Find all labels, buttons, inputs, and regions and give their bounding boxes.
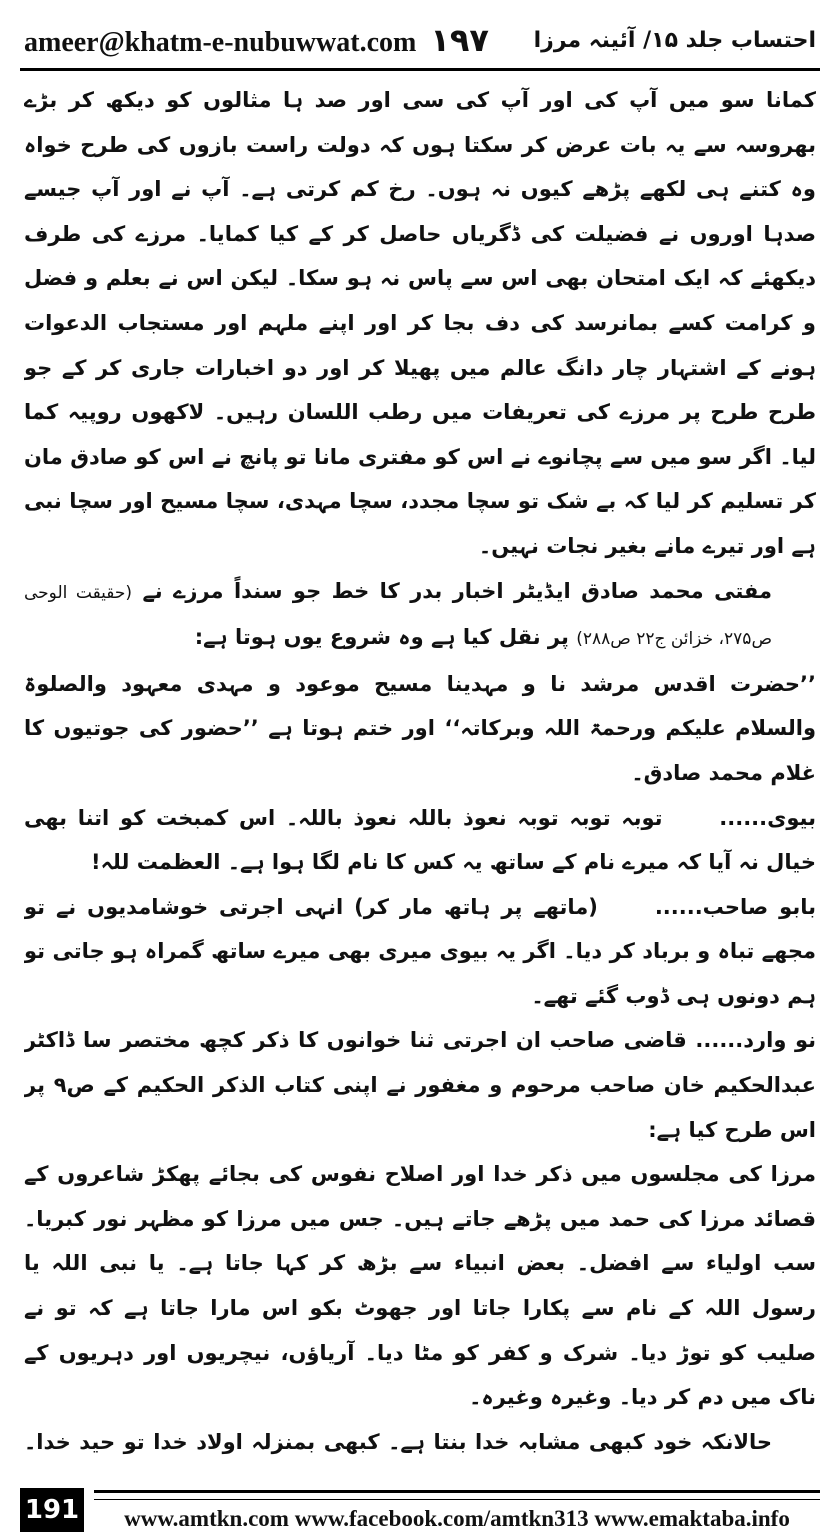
dialogue-text: (ماتھے پر ہاتھ مار کر) انہی اجرتی خوشامدیوں نے تو مجھے تباہ و برباد کر دیا۔ اگر یہ بیوی میری بھی میرے ساتھ گمراہ ہو جاتی تو ہم دونوں ہی ڈوب گئے تھے۔: [24, 894, 816, 1008]
dialogue-text: قاضی صاحب ان اجرتی ثنا خوانوں کا ذکر کچھ مختصر سا ڈاکٹر عبدالحکیم خان صاحب مرحوم و مغفور نے اپنی کتاب الذکر الحکیم کے ص۹ پر اس طرح کیا ہے:: [24, 1028, 816, 1142]
header-title: احتساب جلد ۱۵/ آئینہ مرزا: [533, 27, 816, 53]
dialogue-wife: [24, 796, 816, 885]
block-quote: مرزا کی مجلسوں میں ذکر خدا اور اصلاح نفوس کی بجائے پھکڑ شاعروں کے قصائد مرزا کی حمد میں پڑھے جاتے ہیں۔ جس میں مرزا کو مظہر نور کبریا۔ سب اولیاء سے افضل۔ بعض انبیاء سے بڑھ کر کہا جاتا ہے۔ یا نبی اللہ یا رسول اللہ کے نام سے پکارا جاتا اور جھوٹ بکو اس مارا جاتا ہے کہ تو نے صلیب کو توڑ دیا۔ شرک و کفر کو مٹا دیا۔ آریاؤں، نیچریوں اور دہریوں کے ناک میں دم کر دیا۔ وغیرہ وغیرہ۔: [24, 1162, 816, 1410]
dialogue-text: توبہ توبہ توبہ نعوذ باللہ نعوذ باللہ۔ اس کمبخت کو اتنا بھی خیال نہ آیا کہ میرے نام کے ساتھ یہ کس کا نام لگا ہوا ہے۔ العظمت للہ!: [24, 805, 816, 875]
dialogue-babu: [24, 885, 816, 1019]
speaker-label: بیوی......: [719, 805, 816, 830]
header-page-number: ۱۹۷: [430, 21, 489, 59]
paragraph-2-text: مفتی محمد صادق ایڈیٹر اخبار بدر کا خط جو سنداً مرزے نے: [142, 578, 773, 603]
paragraph-1: کمانا سو میں آپ کی اور آپ کی سی اور صد ہا مثالوں کو دیکھ کر بڑے بھروسہ سے یہ بات عرض کر سکتا ہوں کہ دولت راست بازوں کی طرح خواہ وہ کتنے ہی لکھے پڑھے کیوں نہ ہوں۔ رخ کم کرتی ہے۔ آپ نے اور آپ جیسے صدہا اوروں نے فضیلت کی ڈگریاں حاصل کر کے کیا کمایا۔ مرزے کی طرف دیکھئے کہ ایک امتحان بھی اس سے پاس نہ ہو سکا۔ لیکن اس نے بعلم و فضل و کرامت کسے بمانرسد کی دف بجا کر اور اپنے ملہم اور مستجاب الدعوات ہونے کے اشتہار چار دانگ عالم میں پھیلا کر اور دو اخبارات جاری کر کے جو طرح طرح پر مرزے کی تعریفات میں رطب اللسان رہیں۔ لاکھوں روپیہ کما لیا۔ اگر سو میں سے پچانوے نے اس کو مفتری مانا تو پانچ نے اس کو صادق مان کر تسلیم کر لیا کہ بے شک تو سچا مجدد، سچا مہدی، سچا مسیح اور سچا نبی ہے اور تیرے مانے بغیر نجات نہیں۔: [24, 88, 816, 558]
paragraph-8: [24, 1420, 816, 1468]
page-header: [24, 14, 816, 66]
header-left: [24, 21, 489, 59]
paragraph-2: [24, 569, 816, 662]
header-rule: [20, 68, 820, 71]
footer-websites: www.amtkn.com www.facebook.com/amtkn313 www.emaktaba.info: [124, 1506, 790, 1531]
footer-rule: [94, 1490, 820, 1500]
dialogue-newcomer: [24, 1018, 816, 1152]
speaker-label: بابو صاحب......: [654, 894, 816, 919]
page-body: [24, 78, 816, 1468]
quotation: ’’حضرت اقدس مرشد نا و مہدینا مسیح موعود و مہدی معہود والصلوۃ والسلام علیکم ورحمۃ اللہ وبرکاتہ‘‘ اور ختم ہوتا ہے ’’حضور کی جوتیوں کا غلام محمد صادق۔: [24, 671, 816, 785]
paragraph-8-text-a: حالانکہ خود کبھی مشابہ خدا بنتا ہے۔ کبھی بمنزلہ اولاد خدا تو حید خدا۔: [24, 1429, 772, 1454]
speaker-label: نو وارد......: [695, 1028, 816, 1053]
paragraph-2-tail: پر نقل کیا ہے وہ شروع یوں ہوتا ہے:: [194, 625, 569, 650]
footer-right: [84, 1490, 820, 1532]
header-email: ameer@khatm-e-nubuwwat.com: [24, 27, 417, 58]
footer-page-number: 191: [20, 1488, 84, 1532]
citation: (حقیقت الوحی ص۲۷۵، خزائن ج۲۲ ص۲۸۸): [24, 582, 772, 650]
page-footer: [20, 1488, 820, 1532]
